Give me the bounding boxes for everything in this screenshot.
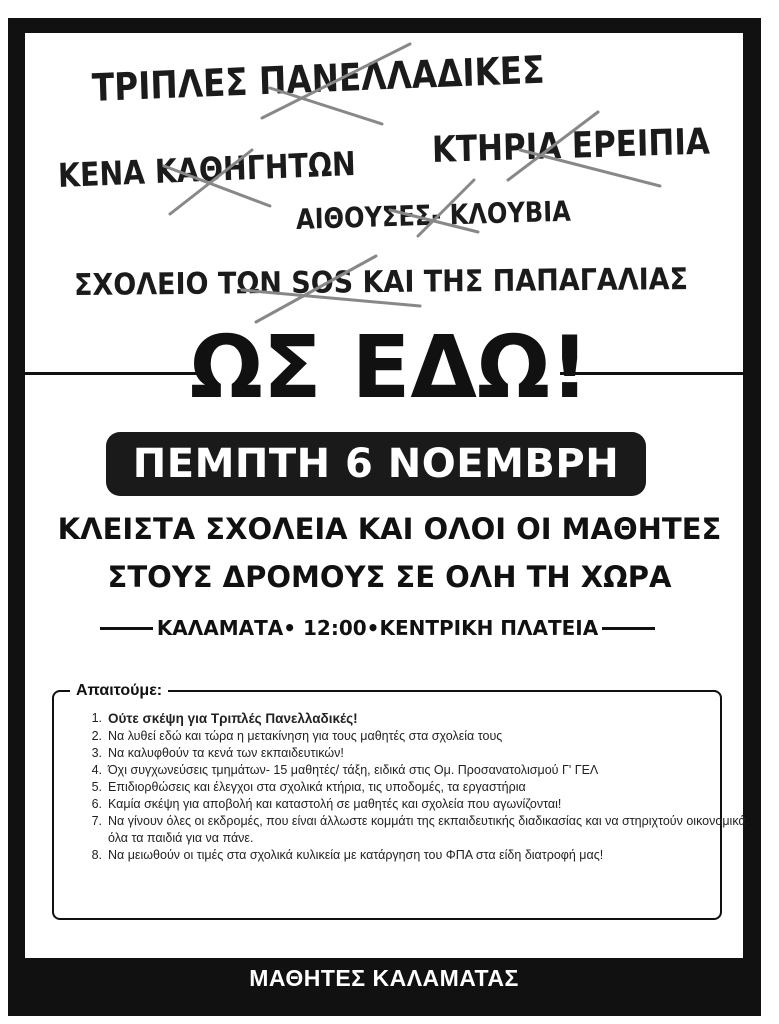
slogan-classroom-cages: ΑΙΘΟΥΣΕΣ- ΚΛΟΥΒΙΑ	[295, 194, 572, 236]
location-rule-left	[100, 627, 153, 630]
demand-number: 8.	[91, 848, 102, 862]
demand-number: 6.	[91, 797, 102, 811]
demand-item	[91, 745, 748, 762]
subheadline-line-1: ΚΛΕΙΣΤΑ ΣΧΟΛΕΙΑ ΚΑΙ ΟΛΟΙ ΟΙ ΜΑΘΗΤΕΣ	[57, 512, 722, 546]
footer-bar	[25, 958, 743, 998]
slogan-teacher-gaps: ΚΕΝΑ ΚΑΘΗΓΗΤΩΝ	[57, 143, 357, 195]
demand-item	[91, 710, 748, 728]
demand-number: 4.	[91, 763, 102, 777]
demand-number: 2.	[91, 729, 102, 743]
date-banner	[106, 432, 646, 496]
demand-text: Να μειωθούν οι τιμές στα σχολικά κυλικεία με κατάργηση του ΦΠΑ στα είδη διατροφή μας!	[108, 848, 604, 862]
demand-item	[91, 847, 748, 864]
demand-text: Ούτε σκέψη για Τριπλές Πανελλαδικές!	[108, 711, 358, 726]
demand-item	[91, 728, 748, 745]
demand-text: Καμία σκέψη για αποβολή και καταστολή σε μαθητές και σχολεία που αγωνίζονται!	[108, 797, 562, 811]
demand-text: Να γίνουν όλες οι εκδρομές, που είναι άλλωστε κομμάτι της εκπαιδευτικής διαδικασίας και να στηριχτούν οικονομικά όλα τα παιδιά για να πάνε.	[108, 814, 746, 845]
slogan-triple-exams: ΤΡΙΠΛΕΣ ΠΑΝΕΛΛΑΔΙΚΕΣ	[91, 47, 546, 110]
demand-text: Όχι συγχωνεύσεις τμημάτων- 15 μαθητές/ τάξη, ειδικά στις Ομ. Προσανατολισμού Γ' ΓΕΛ	[108, 763, 599, 777]
demands-rule-rest	[168, 690, 716, 692]
demand-text: Να λυθεί εδώ και τώρα η μετακίνηση για τους μαθητές στα σχολεία τους	[108, 729, 503, 743]
location-rule-right	[602, 627, 655, 630]
demand-number: 3.	[91, 746, 102, 760]
location-row	[100, 613, 655, 643]
slogan-ruined-buildings: ΚΤΗΡΙΑ ΕΡΕΙΠΙΑ	[431, 121, 711, 171]
demand-item	[91, 762, 748, 779]
demand-number: 7.	[91, 814, 102, 828]
footer-signature: ΜΑΘΗΤΕΣ ΚΑΛΑΜΑΤΑΣ	[249, 964, 519, 991]
demands-rule-lead	[62, 690, 70, 692]
demand-number: 5.	[91, 780, 102, 794]
subheadline-line-2: ΣΤΟΥΣ ΔΡΟΜΟΥΣ ΣΕ ΟΛΗ ΤΗ ΧΩΡΑ	[107, 560, 672, 594]
demand-item	[91, 796, 748, 813]
demand-number: 1.	[91, 711, 102, 725]
demand-text: Επιδιορθώσεις και έλεγχοι στα σχολικά κτήρια, τις υποδομές, τα εργαστήρια	[108, 780, 526, 794]
demands-title: Απαιτούμε:	[70, 682, 168, 700]
demands-list	[60, 710, 748, 864]
demand-item	[91, 813, 748, 847]
headline: ΩΣ ΕΔΩ!	[189, 318, 590, 418]
demand-text: Να καλυφθούν τα κενά των εκπαιδευτικών!	[108, 746, 344, 760]
demands-header	[62, 680, 722, 702]
date-text: ΠΕΜΠΤΗ 6 ΝΟΕΜΒΡΗ	[132, 441, 620, 487]
demand-item	[91, 779, 748, 796]
location-text: ΚΑΛΑΜΑΤΑ• 12:00•ΚΕΝΤΡΙΚΗ ΠΛΑΤΕΙΑ	[156, 616, 599, 640]
slogan-school-of-sos: ΣΧΟΛΕΙΟ ΤΩΝ SOS ΚΑΙ ΤΗΣ ΠΑΠΑΓΑΛΙΑΣ	[73, 262, 689, 303]
